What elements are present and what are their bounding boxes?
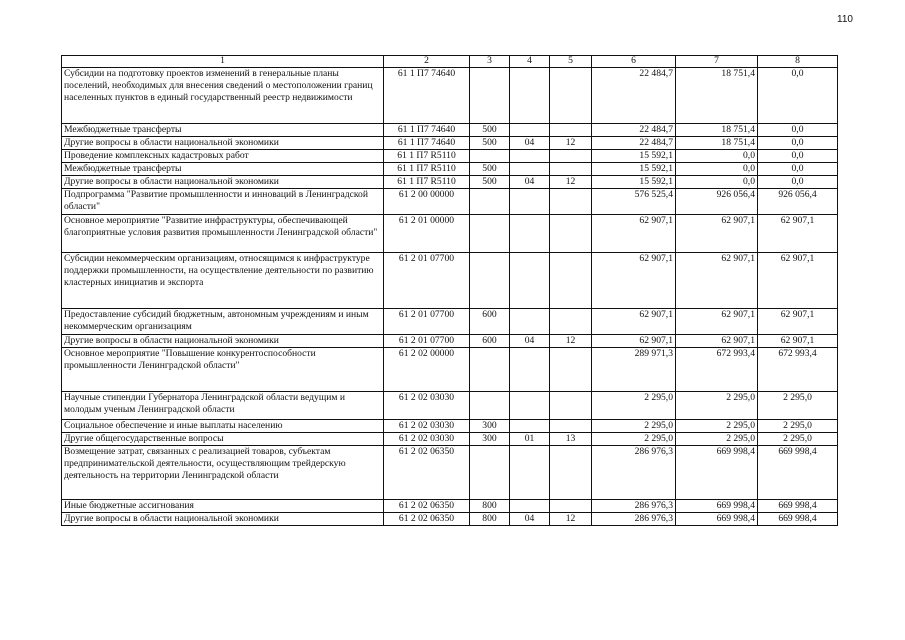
row-value6-cell: 2 295,0 <box>592 420 676 433</box>
row-value7-cell: 669 998,4 <box>676 513 758 526</box>
row-col3-cell: 600 <box>470 309 510 335</box>
row-value6-cell: 62 907,1 <box>592 215 676 253</box>
row-col5-cell <box>550 215 592 253</box>
row-col5-cell: 12 <box>550 513 592 526</box>
row-col3-cell <box>470 348 510 392</box>
row-value8-cell: 0,0 <box>758 163 838 176</box>
row-name-cell: Подпрограмма "Развитие промышленности и инноваций в Ленинградской области" <box>62 189 384 215</box>
row-col5-cell: 12 <box>550 335 592 348</box>
table-row <box>62 500 838 513</box>
row-name-cell: Другие вопросы в области национальной экономики <box>62 137 384 150</box>
row-value8-cell: 2 295,0 <box>758 433 838 446</box>
row-value7-cell: 18 751,4 <box>676 137 758 150</box>
row-value6-cell: 2 295,0 <box>592 392 676 420</box>
row-code-cell: 61 2 02 03030 <box>384 433 470 446</box>
row-col3-cell: 500 <box>470 176 510 189</box>
page-number: 110 <box>837 14 853 25</box>
row-name-cell: Основное мероприятие "Развитие инфраструктуры, обеспечивающей благоприятные условия развития промышленности Ленинградской области" <box>62 215 384 253</box>
row-col5-cell: 12 <box>550 176 592 189</box>
row-code-cell: 61 1 П7 R5110 <box>384 150 470 163</box>
row-value6-cell: 15 592,1 <box>592 150 676 163</box>
row-code-cell: 61 1 П7 74640 <box>384 124 470 137</box>
header-cell: 4 <box>510 56 550 68</box>
row-value7-cell: 2 295,0 <box>676 433 758 446</box>
row-code-cell: 61 1 П7 R5110 <box>384 163 470 176</box>
header-cell: 3 <box>470 56 510 68</box>
row-code-cell: 61 2 00 00000 <box>384 189 470 215</box>
table-body <box>62 68 838 526</box>
row-value6-cell: 286 976,3 <box>592 446 676 500</box>
table-row <box>62 513 838 526</box>
row-value7-cell: 669 998,4 <box>676 446 758 500</box>
row-col4-cell: 04 <box>510 513 550 526</box>
table-row <box>62 446 838 500</box>
row-name-cell: Межбюджетные трансферты <box>62 163 384 176</box>
row-value6-cell: 576 525,4 <box>592 189 676 215</box>
row-name-cell: Другие вопросы в области национальной экономики <box>62 335 384 348</box>
row-value6-cell: 2 295,0 <box>592 433 676 446</box>
row-value6-cell: 289 971,3 <box>592 348 676 392</box>
table-row <box>62 124 838 137</box>
row-col5-cell <box>550 150 592 163</box>
row-col5-cell <box>550 68 592 124</box>
row-value8-cell: 669 998,4 <box>758 446 838 500</box>
row-name-cell: Другие вопросы в области национальной экономики <box>62 176 384 189</box>
row-col5-cell <box>550 446 592 500</box>
row-col4-cell <box>510 309 550 335</box>
row-value8-cell: 62 907,1 <box>758 335 838 348</box>
row-value6-cell: 62 907,1 <box>592 253 676 309</box>
row-code-cell: 61 2 02 03030 <box>384 392 470 420</box>
table-row <box>62 348 838 392</box>
row-name-cell: Основное мероприятие "Повышение конкурентоспособности промышленности Ленинградской области" <box>62 348 384 392</box>
row-col3-cell <box>470 392 510 420</box>
row-code-cell: 61 2 02 03030 <box>384 420 470 433</box>
row-col3-cell <box>470 446 510 500</box>
row-col5-cell <box>550 163 592 176</box>
row-col5-cell <box>550 420 592 433</box>
row-value6-cell: 286 976,3 <box>592 513 676 526</box>
row-value8-cell: 0,0 <box>758 137 838 150</box>
row-col4-cell <box>510 189 550 215</box>
table-row <box>62 335 838 348</box>
row-code-cell: 61 2 01 07700 <box>384 309 470 335</box>
header-cell: 8 <box>758 56 838 68</box>
row-value6-cell: 22 484,7 <box>592 137 676 150</box>
row-value8-cell: 0,0 <box>758 150 838 163</box>
row-col4-cell <box>510 348 550 392</box>
budget-table <box>61 55 838 526</box>
table-row <box>62 68 838 124</box>
row-value7-cell: 62 907,1 <box>676 253 758 309</box>
row-col4-cell <box>510 392 550 420</box>
row-col5-cell <box>550 348 592 392</box>
table-row <box>62 420 838 433</box>
row-col5-cell <box>550 500 592 513</box>
row-col3-cell: 800 <box>470 513 510 526</box>
row-col4-cell <box>510 253 550 309</box>
row-value6-cell: 15 592,1 <box>592 163 676 176</box>
row-value8-cell: 669 998,4 <box>758 513 838 526</box>
row-value7-cell: 672 993,4 <box>676 348 758 392</box>
row-code-cell: 61 2 01 07700 <box>384 335 470 348</box>
row-name-cell: Субсидии на подготовку проектов изменений в генеральные планы поселений, необходимых для внесения сведений о местоположении границ населенных пунктов в единый государственный реестр недвижимости <box>62 68 384 124</box>
row-value8-cell: 0,0 <box>758 124 838 137</box>
row-col3-cell <box>470 215 510 253</box>
table-row <box>62 189 838 215</box>
row-value6-cell: 22 484,7 <box>592 124 676 137</box>
row-col4-cell: 04 <box>510 137 550 150</box>
row-name-cell: Социальное обеспечение и иные выплаты населению <box>62 420 384 433</box>
row-value7-cell: 62 907,1 <box>676 335 758 348</box>
row-col3-cell <box>470 68 510 124</box>
row-value7-cell: 0,0 <box>676 176 758 189</box>
table-row <box>62 392 838 420</box>
row-value8-cell: 926 056,4 <box>758 189 838 215</box>
row-col4-cell <box>510 163 550 176</box>
row-col4-cell <box>510 215 550 253</box>
row-value7-cell: 62 907,1 <box>676 215 758 253</box>
row-col3-cell: 300 <box>470 420 510 433</box>
row-name-cell: Научные стипендии Губернатора Ленинградской области ведущим и молодым ученым Ленинградской области <box>62 392 384 420</box>
row-col3-cell <box>470 150 510 163</box>
row-value8-cell: 0,0 <box>758 68 838 124</box>
row-value6-cell: 62 907,1 <box>592 335 676 348</box>
row-value6-cell: 286 976,3 <box>592 500 676 513</box>
row-col5-cell <box>550 124 592 137</box>
row-code-cell: 61 1 П7 74640 <box>384 137 470 150</box>
row-code-cell: 61 2 01 07700 <box>384 253 470 309</box>
row-value8-cell: 2 295,0 <box>758 420 838 433</box>
row-value7-cell: 669 998,4 <box>676 500 758 513</box>
row-code-cell: 61 2 02 06350 <box>384 513 470 526</box>
row-col5-cell <box>550 189 592 215</box>
row-value7-cell: 62 907,1 <box>676 309 758 335</box>
table-row <box>62 176 838 189</box>
row-col4-cell <box>510 420 550 433</box>
row-name-cell: Субсидии некоммерческим организациям, относящимся к инфраструктуре поддержки промышленности, на осуществление деятельности по развитию кластерных инициатив и экспорта <box>62 253 384 309</box>
row-col3-cell: 800 <box>470 500 510 513</box>
row-value7-cell: 0,0 <box>676 150 758 163</box>
table-row <box>62 215 838 253</box>
row-value6-cell: 15 592,1 <box>592 176 676 189</box>
row-col3-cell <box>470 253 510 309</box>
row-value8-cell: 62 907,1 <box>758 253 838 309</box>
row-col3-cell: 500 <box>470 124 510 137</box>
row-value7-cell: 18 751,4 <box>676 68 758 124</box>
header-cell: 5 <box>550 56 592 68</box>
row-name-cell: Возмещение затрат, связанных с реализацией товаров, субъектам предпринимательской деятельности, осуществляющим трейдерскую деятельность на территории Ленинградской области <box>62 446 384 500</box>
row-col5-cell <box>550 309 592 335</box>
row-value7-cell: 926 056,4 <box>676 189 758 215</box>
row-code-cell: 61 2 02 06350 <box>384 500 470 513</box>
table-row <box>62 309 838 335</box>
row-value8-cell: 62 907,1 <box>758 215 838 253</box>
row-col4-cell <box>510 150 550 163</box>
row-code-cell: 61 1 П7 74640 <box>384 68 470 124</box>
row-col4-cell <box>510 500 550 513</box>
header-cell: 6 <box>592 56 676 68</box>
row-value7-cell: 0,0 <box>676 163 758 176</box>
header-cell: 7 <box>676 56 758 68</box>
row-col4-cell: 04 <box>510 176 550 189</box>
row-col4-cell <box>510 124 550 137</box>
row-col3-cell: 600 <box>470 335 510 348</box>
table-row <box>62 137 838 150</box>
row-col5-cell: 13 <box>550 433 592 446</box>
header-cell: 1 <box>62 56 384 68</box>
row-value7-cell: 2 295,0 <box>676 420 758 433</box>
row-value7-cell: 18 751,4 <box>676 124 758 137</box>
row-col3-cell: 500 <box>470 137 510 150</box>
table-header-row <box>62 56 838 68</box>
row-col4-cell <box>510 446 550 500</box>
row-col4-cell: 01 <box>510 433 550 446</box>
row-name-cell: Предоставление субсидий бюджетным, автономным учреждениям и иным некоммерческим организациям <box>62 309 384 335</box>
row-col3-cell: 300 <box>470 433 510 446</box>
row-value8-cell: 0,0 <box>758 176 838 189</box>
row-col4-cell <box>510 68 550 124</box>
table-row <box>62 163 838 176</box>
row-name-cell: Проведение комплексных кадастровых работ <box>62 150 384 163</box>
table-row <box>62 150 838 163</box>
row-code-cell: 61 2 01 00000 <box>384 215 470 253</box>
row-name-cell: Иные бюджетные ассигнования <box>62 500 384 513</box>
row-col4-cell: 04 <box>510 335 550 348</box>
row-value8-cell: 669 998,4 <box>758 500 838 513</box>
row-value6-cell: 22 484,7 <box>592 68 676 124</box>
row-col5-cell: 12 <box>550 137 592 150</box>
row-value8-cell: 62 907,1 <box>758 309 838 335</box>
row-code-cell: 61 2 02 06350 <box>384 446 470 500</box>
row-name-cell: Межбюджетные трансферты <box>62 124 384 137</box>
row-value7-cell: 2 295,0 <box>676 392 758 420</box>
row-name-cell: Другие вопросы в области национальной экономики <box>62 513 384 526</box>
row-value8-cell: 2 295,0 <box>758 392 838 420</box>
row-value6-cell: 62 907,1 <box>592 309 676 335</box>
row-col5-cell <box>550 392 592 420</box>
row-col3-cell <box>470 189 510 215</box>
row-code-cell: 61 2 02 00000 <box>384 348 470 392</box>
row-col5-cell <box>550 253 592 309</box>
row-value8-cell: 672 993,4 <box>758 348 838 392</box>
header-cell: 2 <box>384 56 470 68</box>
table-row <box>62 253 838 309</box>
row-name-cell: Другие общегосударственные вопросы <box>62 433 384 446</box>
table-row <box>62 433 838 446</box>
row-code-cell: 61 1 П7 R5110 <box>384 176 470 189</box>
row-col3-cell: 500 <box>470 163 510 176</box>
